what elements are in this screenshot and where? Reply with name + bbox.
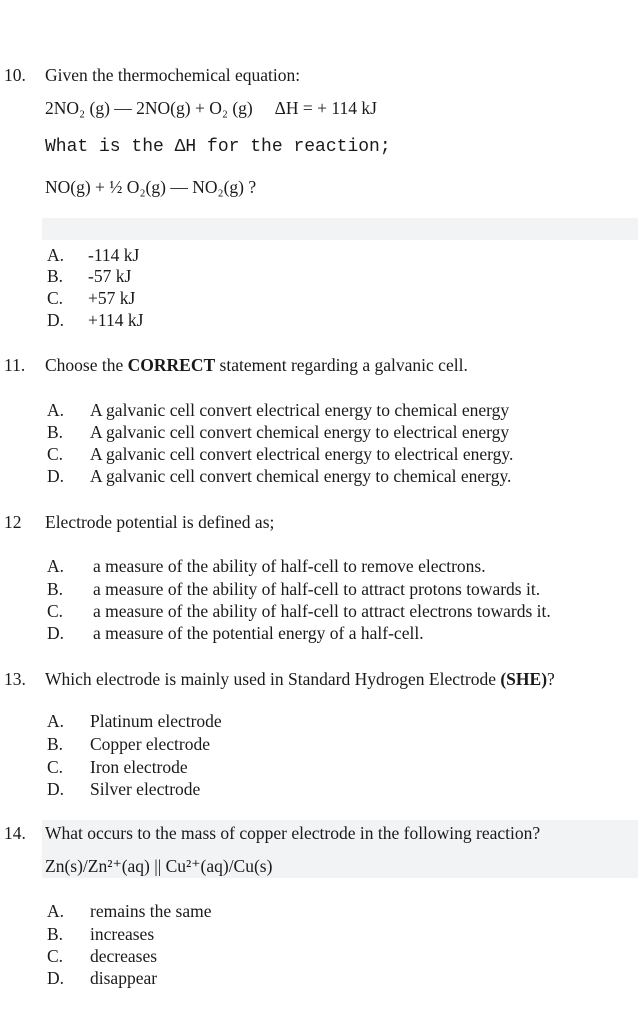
question-stem [45, 354, 468, 376]
option-letter: D. [47, 779, 65, 799]
chemical-equation: 2NO₂ (g) — 2NO(g) + O₂ (g) ΔH = + 114 kJ [45, 98, 377, 118]
stem-text: Electrode potential is defined as; [45, 512, 275, 532]
answer-option[interactable]: a measure of the potential energy of a half-cell. [93, 623, 424, 643]
answer-option[interactable]: -114 kJ [88, 245, 140, 265]
option-letter: C. [47, 444, 64, 464]
bold-text: (SHE) [500, 669, 548, 689]
answer-option[interactable]: a measure of the ability of half-cell to attract protons towards it. [93, 579, 541, 599]
option-letter: B. [47, 266, 64, 286]
stem-text: Choose the [45, 355, 128, 375]
stem-text: Which electrode is mainly used in Standard Hydrogen Electrode [45, 669, 501, 689]
option-letter: D. [47, 968, 65, 988]
answer-option[interactable]: +57 kJ [88, 288, 136, 308]
highlight-band [42, 218, 638, 240]
option-letter: C. [47, 757, 64, 777]
option-letter: C. [47, 946, 64, 966]
answer-option[interactable]: A galvanic cell convert chemical energy to chemical energy. [90, 466, 512, 486]
answer-option[interactable]: a measure of the ability of half-cell to remove electrons. [93, 556, 486, 576]
bold-text: CORRECT [127, 355, 216, 375]
question-prompt: What is the ΔH for the reaction; [45, 137, 391, 157]
option-letter: B. [47, 924, 64, 944]
stem-text: What occurs to the mass of copper electrode in the following reaction? [45, 823, 541, 843]
question-number: 14. [4, 823, 26, 843]
answer-option[interactable]: +114 kJ [88, 310, 144, 330]
question-number: 10. [4, 65, 26, 85]
option-letter: B. [47, 422, 64, 442]
answer-option[interactable]: disappear [90, 968, 158, 988]
answer-option[interactable]: remains the same [90, 901, 212, 921]
question-number: 12 [4, 512, 22, 532]
option-letter: A. [47, 901, 65, 921]
option-letter: B. [47, 579, 64, 599]
answer-option[interactable]: increases [90, 924, 155, 944]
stem-text: Given the thermochemical equation: [45, 65, 301, 85]
question-number: 11. [4, 355, 26, 375]
question-stem [45, 64, 300, 86]
answer-option[interactable]: -57 kJ [88, 266, 132, 286]
answer-option[interactable]: Silver electrode [90, 779, 201, 799]
option-letter: C. [47, 601, 64, 621]
option-letter: A. [47, 711, 65, 731]
answer-option[interactable]: A galvanic cell convert electrical energy to chemical energy [90, 400, 510, 420]
chemical-equation: Zn(s)/Zn²⁺(aq) || Cu²⁺(aq)/Cu(s) [45, 856, 273, 876]
answer-option[interactable]: a measure of the ability of half-cell to attract electrons towards it. [93, 601, 551, 621]
answer-option[interactable]: decreases [90, 946, 158, 966]
answer-option[interactable]: Copper electrode [90, 734, 211, 754]
chemical-equation: NO(g) + ½ O₂(g) — NO₂(g) ? [45, 177, 257, 197]
question-stem [45, 822, 540, 844]
option-letter: C. [47, 288, 64, 308]
option-letter: B. [47, 734, 64, 754]
answer-option[interactable]: A galvanic cell convert chemical energy to electrical energy [90, 422, 510, 442]
question-stem [45, 668, 555, 690]
answer-option[interactable]: Platinum electrode [90, 711, 222, 731]
option-letter: A. [47, 245, 65, 265]
answer-option[interactable]: Iron electrode [90, 757, 188, 777]
stem-text: statement regarding a galvanic cell. [215, 355, 468, 375]
option-letter: D. [47, 623, 65, 643]
question-stem [45, 511, 274, 533]
answer-option[interactable]: A galvanic cell convert electrical energy to electrical energy. [90, 444, 514, 464]
stem-text: ? [547, 669, 555, 689]
question-number: 13. [4, 669, 26, 689]
option-letter: D. [47, 466, 65, 486]
option-letter: A. [47, 556, 65, 576]
option-letter: A. [47, 400, 65, 420]
option-letter: D. [47, 310, 65, 330]
